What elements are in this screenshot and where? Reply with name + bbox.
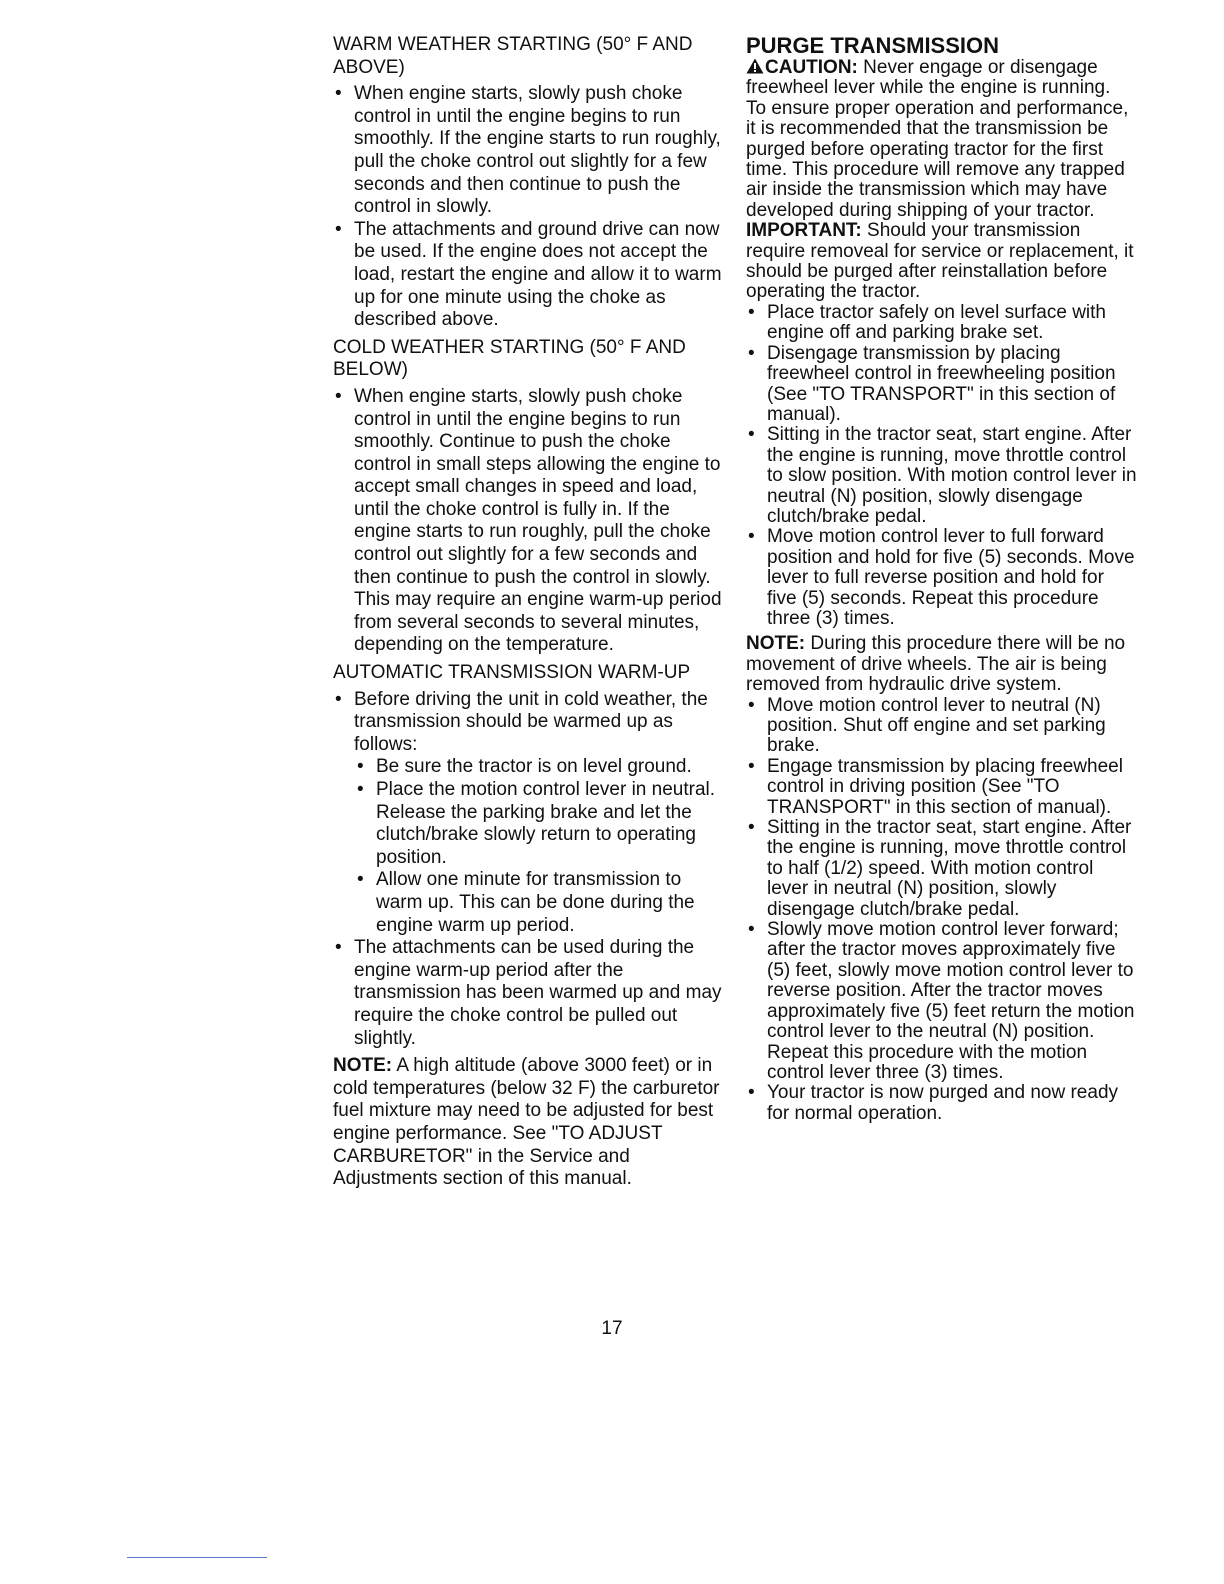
note-text: A high altitude (above 3000 feet) or in cold temperatures (below 32 F) the carburetor fuel mixture may need to be adjusted for best engine performance. See "TO ADJUST CARBURETOR" in the Service and Adjustments section of this manual. <box>333 1055 720 1190</box>
sub-list-item: • Place the motion control lever in neutral. Release the parking brake and let the clutch/brake slowly return to operating position. <box>354 779 727 869</box>
warmup-steps-list <box>354 756 727 937</box>
list-item-text: Before driving the unit in cold weather, the transmission should be warmed up as follows: <box>354 688 708 755</box>
purge-intro: To ensure proper operation and performance, it is recommended that the transmission be purged before operating tractor for the first time. This procedure will remove any trapped air inside the transmission which may have developed during shipping of your tractor. <box>746 97 1129 221</box>
purge-steps-list-a <box>746 303 1138 630</box>
purge-steps-list-b <box>746 696 1138 1125</box>
cold-weather-list <box>333 386 727 657</box>
important-text: Should your transmission require removeal for service or replacement, it should be purged after reinstallation before operating the tractor. <box>746 220 1134 303</box>
note-label: NOTE: <box>333 1055 393 1077</box>
list-item: • Sitting in the tractor seat, start engine. After the engine is running, move throttle control to half (1/2) speed. With motion control lever in neutral (N) position, slowly disengage clutch/brake pedal. <box>746 818 1138 920</box>
list-item: • Move motion control lever to full forward position and hold for five (5) seconds. Move lever to full reverse position and hold for five (5) seconds. Repeat this procedure three (3) times. <box>746 527 1138 629</box>
list-item: • Slowly move motion control lever forward; after the tractor moves approximately five (5) feet, slowly move motion control lever to reverse position. After the tractor moves approximately five (5) feet return the motion control lever to the neutral (N) position. Repeat this procedure with the motion control lever three (3) times. <box>746 920 1138 1083</box>
note-label: NOTE: <box>746 633 806 655</box>
list-item: • When engine starts, slowly push choke control in until the engine begins to run smoothly. Continue to push the choke control in small steps allowing the engine to accept small changes in speed and load, until the choke control is fully in. If the engine starts to run roughly, pull the choke control out slightly for a few seconds and then continue to push the control in slowly. This may require an engine warm-up period from several seconds to several minutes, depending on the temperature. <box>333 386 727 657</box>
list-item: • When engine starts, slowly push choke control in until the engine begins to run smoothly. If the engine starts to run roughly, pull the choke control out slightly for a few seconds and then continue to push the control in slowly. <box>333 83 727 219</box>
purge-transmission-heading: PURGE TRANSMISSION <box>746 33 1000 58</box>
cold-weather-heading: COLD WEATHER STARTING (50° F AND BELOW) <box>333 336 686 381</box>
list-item: • Move motion control lever to neutral (N) position. Shut off engine and set parking brake. <box>746 696 1138 757</box>
page-number: 17 <box>601 1318 623 1339</box>
list-item: • Your tractor is now purged and now ready for normal operation. <box>746 1083 1138 1124</box>
list-item: • The attachments can be used during the engine warm-up period after the transmission has been warmed up and may require the choke control be pulled out slightly. <box>333 937 727 1050</box>
note-text: During this procedure there will be no movement of drive wheels. The air is being removed from hydraulic drive system. <box>746 633 1126 696</box>
caution-notice <box>746 58 1138 99</box>
important-label: IMPORTANT: <box>746 220 862 242</box>
footer-divider <box>127 1557 267 1558</box>
list-item: • The attachments and ground drive can now be used. If the engine does not accept the load, restart the engine and allow it to warm up for one minute using the choke as described above. <box>333 219 727 332</box>
caution-text: Never engage or disengage freewheel lever while the engine is running. <box>746 57 1111 99</box>
left-column <box>333 34 727 1191</box>
list-item <box>333 689 727 938</box>
right-column <box>746 34 1138 1129</box>
sub-list-item: • Allow one minute for transmission to warm up. This can be done during the engine warm up period. <box>354 869 727 937</box>
list-item: • Place tractor safely on level surface with engine off and parking brake set. <box>746 303 1138 344</box>
warning-triangle-icon <box>746 58 764 74</box>
list-item: • Disengage transmission by placing freewheel control in freewheeling position (See "TO TRANSPORT" in this section of manual). <box>746 344 1138 426</box>
warm-weather-heading: WARM WEATHER STARTING (50° F AND ABOVE) <box>333 34 693 78</box>
caution-label: CAUTION: <box>765 57 858 78</box>
list-item: • Engage transmission by placing freewheel control in driving position (See "TO TRANSPORT" in this section of manual). <box>746 757 1138 818</box>
list-item: • Sitting in the tractor seat, start engine. After the engine is running, move throttle control to slow position. With motion control lever in neutral (N) position, slowly disengage clutch/brake pedal. <box>746 425 1138 527</box>
purge-note <box>746 634 1138 695</box>
altitude-note <box>333 1055 727 1191</box>
transmission-warmup-heading: AUTOMATIC TRANSMISSION WARM-UP <box>333 662 691 684</box>
warm-weather-list <box>333 83 727 332</box>
transmission-warmup-list <box>333 689 727 1051</box>
important-notice <box>746 221 1138 303</box>
sub-list-item: • Be sure the tractor is on level ground. <box>354 756 727 779</box>
